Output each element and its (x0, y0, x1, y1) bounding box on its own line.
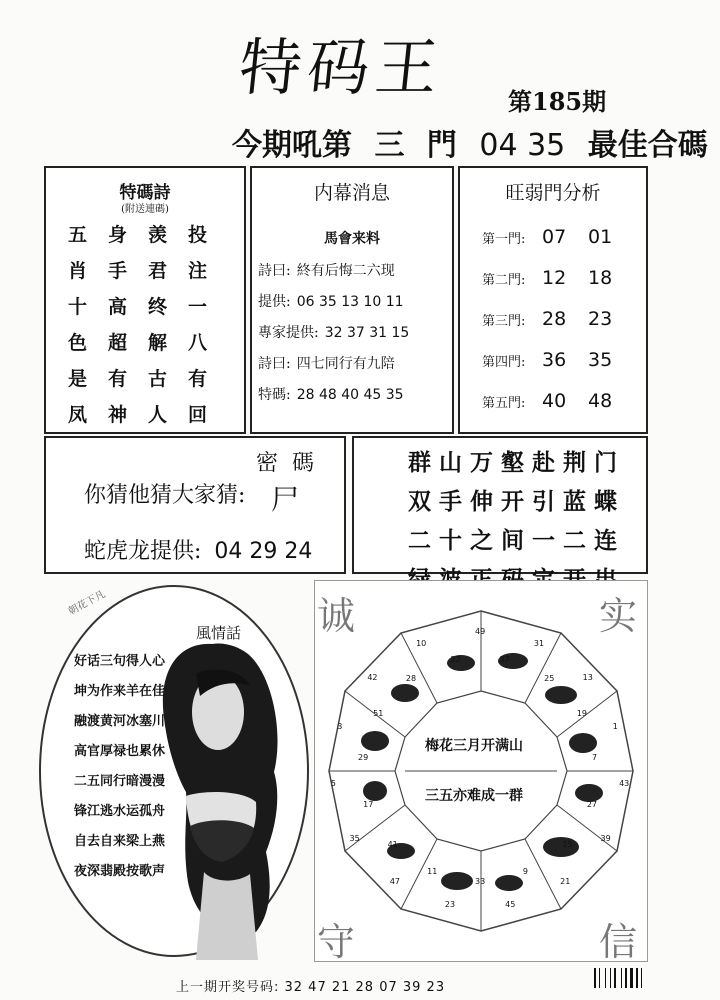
poem-char: 投 (188, 224, 208, 246)
poem-char: 终 (148, 296, 168, 318)
wheel-number: 31 (533, 638, 545, 648)
strength-value-b: 35 (588, 349, 613, 371)
romance-line: 二五同行暗漫漫 (74, 774, 166, 789)
wheel-number: 5 (330, 779, 336, 789)
inside-news-value: 32 37 31 15 (324, 325, 410, 341)
wheel-number: 51 (373, 709, 384, 718)
inside-news-label: 專家提供: (258, 325, 319, 341)
phrase-char: 门 (594, 449, 617, 476)
inside-news-row (258, 322, 409, 342)
wheel-number: 28 (405, 674, 417, 684)
strength-value-a: 28 (542, 308, 567, 330)
poem-char: 解 (148, 332, 168, 354)
mima-label: 密碼 (256, 451, 329, 476)
poem-char: 君 (148, 260, 168, 282)
phrase-char: 之 (470, 527, 493, 554)
wheel-number: 49 (475, 627, 486, 636)
strength-row (482, 226, 634, 248)
phrase-char: 赴 (532, 449, 555, 476)
phrase-char: 群 (408, 449, 431, 476)
wheel-number: 39 (600, 834, 611, 843)
strength-row (482, 267, 634, 289)
romance-line: 锋江逃水运孤舟 (74, 804, 166, 819)
gate-line (232, 120, 720, 164)
strength-value-a: 07 (542, 226, 567, 248)
barcode-bar (636, 968, 638, 988)
strength-label: 第三門: (482, 314, 526, 329)
romance-line: 好话三句得人心 (74, 654, 166, 669)
barcode-bar (621, 968, 622, 988)
poem-char: 是 (68, 368, 88, 390)
inside-news-row (258, 384, 404, 404)
strength-box (458, 166, 648, 434)
wheel-number: 11 (427, 867, 438, 877)
phrases-box (352, 436, 648, 574)
inside-news-value: 06 35 13 10 11 (296, 294, 404, 310)
wheel-number: 7 (591, 753, 598, 763)
strength-value-b: 48 (588, 390, 613, 412)
phrase-char: 蓝 (563, 488, 586, 515)
wheel-number: 35 (349, 834, 360, 843)
inside-news-row (258, 291, 404, 311)
wheel-number: 41 (387, 839, 398, 849)
inside-news-value: 四七同行有九陪 (296, 356, 395, 372)
phrase-char: 手 (439, 488, 462, 515)
poem-char: 神 (108, 404, 128, 426)
gate-codes: 04 35 (479, 128, 566, 163)
poem-char: 有 (188, 368, 208, 390)
wheel-number: 19 (576, 709, 588, 718)
phrase-char: 二 (408, 527, 431, 554)
wheel-number: 17 (363, 799, 374, 809)
gate-prefix: 今期吼第 (232, 128, 352, 163)
zodiac-wheel (315, 581, 647, 961)
poem-char: 色 (68, 332, 88, 354)
gate-number: 三 (374, 128, 405, 163)
poem-char: 超 (108, 332, 128, 354)
wheel-number: 33 (475, 877, 486, 886)
wheel-number: 21 (560, 876, 571, 886)
zodiac-wheel-box (314, 580, 648, 962)
guess-line: 你猜他猜大家猜: (84, 483, 246, 508)
wheel-number: 23 (444, 899, 456, 909)
phrase-char: 伸 (470, 488, 493, 515)
wheel-number: 42 (367, 672, 378, 682)
phrase-grid (408, 444, 625, 594)
poem-subtitle: (附送連碼) (121, 204, 169, 215)
strength-value-b: 18 (588, 267, 613, 289)
poem-char: 羡 (148, 224, 168, 246)
inside-news-box (250, 166, 454, 434)
phrase-char: 双 (408, 488, 431, 515)
strength-value-a: 12 (542, 267, 567, 289)
inside-news-label: 提供: (258, 294, 291, 310)
poem-char: 五 (68, 224, 88, 246)
wheel-number: 22 (450, 655, 461, 665)
phrase-char: 壑 (501, 449, 524, 476)
inside-news-row (258, 353, 395, 373)
romance-corner-note: 朝花下凡 (66, 589, 108, 618)
barcode-bar (614, 968, 616, 988)
provider-line (84, 534, 312, 565)
previous-draw-text: 上一期开奖号码: 32 47 21 28 07 39 23 (176, 980, 446, 995)
barcode-bar (641, 968, 642, 988)
poem-char: 肖 (68, 260, 88, 282)
barcode-bar (599, 968, 600, 988)
provider-label: 蛇虎龙提供: (84, 539, 202, 564)
wheel-center-line-2: 三五亦难成一群 (425, 788, 523, 804)
phrase-char: 间 (501, 527, 524, 554)
strength-title: 旺弱門分析 (505, 182, 601, 204)
phrase-char: 蝶 (594, 488, 617, 515)
strength-value-b: 23 (588, 308, 613, 330)
barcode-bar (625, 968, 627, 988)
poem-char: 十 (68, 296, 88, 318)
inside-news-label: 詩曰: (258, 356, 291, 372)
phrase-char: 引 (532, 488, 555, 515)
poem-char: 一 (188, 296, 208, 318)
strength-label: 第五門: (482, 396, 526, 411)
strength-value-a: 36 (542, 349, 567, 371)
romance-line: 坤为作来羊在佳 (74, 684, 166, 699)
strength-value-b: 01 (588, 226, 613, 248)
poem-char: 有 (108, 368, 128, 390)
wheel-corner-top-left: 诚 (317, 594, 356, 638)
barcode (594, 968, 654, 988)
wheel-number: 10 (416, 638, 427, 648)
mima-value: 尸 (271, 483, 300, 516)
barcode-bar (594, 968, 596, 988)
phrase-char: 二 (563, 527, 586, 554)
wheel-number: 9 (522, 867, 528, 877)
wheel-number: 27 (586, 799, 598, 809)
romance-title: 風情話 (196, 624, 242, 642)
gate-word: 門 (426, 128, 457, 163)
romance-line: 融渡黄河冰塞川 (74, 714, 166, 729)
inside-news-value: 終有后悔二六现 (296, 263, 395, 279)
romance-line: 高官厚禄也累休 (74, 744, 166, 759)
poem-box (44, 166, 246, 434)
phrase-char: 连 (594, 527, 617, 554)
wheel-number: 47 (389, 876, 401, 886)
poem-char: 身 (108, 224, 128, 246)
wheel-corner-bottom-right: 信 (599, 920, 638, 964)
strength-value-a: 40 (542, 390, 567, 412)
poem-char: 高 (108, 296, 128, 318)
romance-line: 自去自来梁上燕 (74, 834, 166, 849)
inside-news-label: 詩曰: (258, 263, 291, 279)
strength-row (482, 349, 634, 371)
wheel-number: 1 (612, 722, 618, 732)
phrase-char: 一 (532, 527, 555, 554)
poem-char: 注 (188, 260, 208, 282)
wheel-number: 13 (582, 672, 593, 682)
phrase-char: 开 (501, 488, 524, 515)
wheel-center-line-1: 梅花三月开满山 (425, 738, 523, 754)
inside-news-subtitle: 馬會来料 (324, 231, 380, 247)
strength-row (482, 390, 634, 412)
romance-line: 夜深翡殿按歌声 (74, 864, 166, 879)
barcode-bar (610, 968, 611, 988)
wheel-number: 15 (562, 839, 573, 849)
wheel-corner-bottom-left: 守 (317, 920, 356, 964)
strength-label: 第二門: (482, 273, 526, 288)
wheel-number: 43 (619, 779, 630, 789)
poem-char: 八 (188, 332, 208, 354)
phrase-char: 十 (439, 527, 462, 554)
poem-char: 人 (148, 404, 168, 426)
strength-row (482, 308, 634, 330)
inside-news-row (258, 260, 395, 280)
wheel-number: 37 (499, 655, 510, 665)
strength-label: 第四門: (482, 355, 526, 370)
wheel-number: 29 (358, 753, 369, 763)
wheel-number: 25 (544, 674, 555, 684)
inside-news-label: 特碼: (258, 387, 291, 403)
phrase-char: 荆 (563, 449, 586, 476)
wheel-number: 45 (505, 899, 516, 909)
provider-value: 04 29 24 (214, 539, 313, 564)
poem-char: 凤 (68, 404, 88, 426)
phrase-char: 山 (439, 449, 462, 476)
wheel-corner-top-right: 实 (599, 594, 638, 638)
phrase-char: 万 (470, 449, 493, 476)
wheel-number: 3 (337, 722, 343, 732)
inside-news-title: 内幕消息 (313, 182, 390, 204)
page-title: 特码王 (235, 31, 448, 104)
barcode-bar (605, 968, 606, 988)
poem-title: 特碼詩 (119, 183, 171, 203)
guess-box (44, 436, 346, 574)
poem-grid (68, 220, 228, 463)
poem-char: 手 (108, 260, 128, 282)
poem-char: 回 (188, 404, 208, 426)
poem-char: 古 (148, 368, 168, 390)
gate-suffix: 最佳合碼 (587, 128, 708, 163)
barcode-bar (630, 968, 633, 988)
issue-number: 第185期 (508, 87, 607, 116)
strength-label: 第一門: (482, 232, 526, 247)
inside-news-value: 28 48 40 45 35 (296, 387, 404, 403)
